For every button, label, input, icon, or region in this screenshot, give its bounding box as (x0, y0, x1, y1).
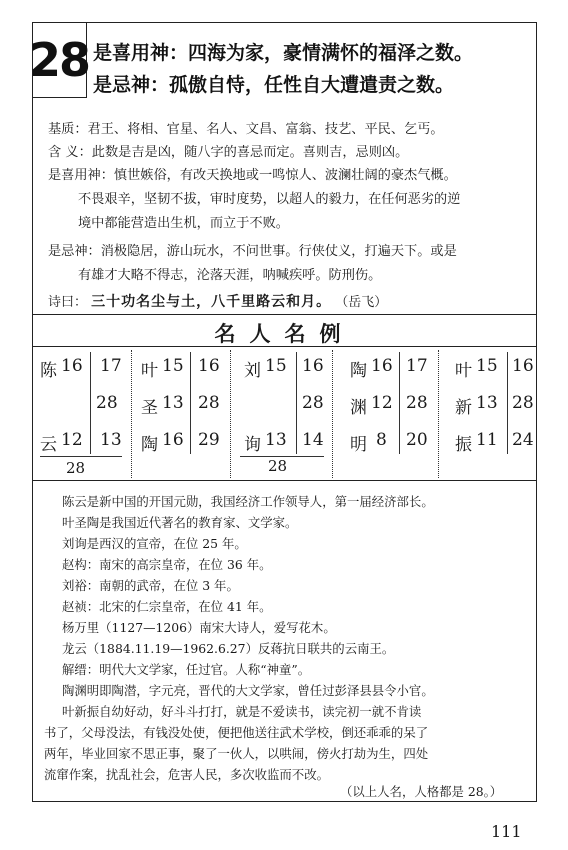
stroke-count: 15 (476, 356, 498, 376)
header-line-1: 是喜用神：四海为家，豪情满怀的福泽之数。 (93, 42, 474, 64)
bottom-number: 28 (268, 457, 288, 475)
stroke-count: 12 (371, 393, 393, 413)
poem-author: （岳飞） (335, 295, 388, 310)
poem-label: 诗曰： (48, 295, 88, 310)
grid-number: 28 (406, 393, 428, 413)
grid-number: 14 (302, 430, 324, 450)
poem-text: 三十功名尘与土，八千里路云和月。 (91, 294, 332, 310)
name-char: 陈 (40, 361, 57, 381)
stroke-count: 15 (162, 356, 184, 376)
stroke-count: 16 (371, 356, 393, 376)
stroke-count: 15 (265, 356, 287, 376)
text-line: 是喜用神：慎世嫉俗，有改天换地或一鸣惊人、波澜壮阔的豪杰气概。 (48, 168, 457, 183)
number: 28 (29, 32, 90, 87)
name-char: 叶 (455, 361, 472, 381)
stroke-count: 11 (476, 430, 498, 450)
name-char: 叶 (141, 361, 158, 381)
grid-number: 17 (100, 356, 122, 376)
note-line: 杨万里（1127—1206）南宋大诗人，爱写花木。 (62, 620, 336, 635)
stroke-count: 13 (265, 430, 287, 450)
number-box (29, 22, 90, 98)
divider (32, 314, 537, 315)
text-line: 基质：君王、将相、官星、名人、文昌、富翁、技艺、平民、乞丐。 (48, 122, 444, 137)
name-char: 陶 (141, 435, 158, 455)
grid-number: 16 (302, 356, 324, 376)
stroke-count: 13 (162, 393, 184, 413)
name-char: 振 (455, 435, 472, 455)
text-line: 有雄才大略不得志，沦落天涯，呐喊疾呼。防刑伤。 (78, 268, 382, 283)
stroke-count: 13 (476, 393, 498, 413)
text-line: 含 义：此数是吉是凶，随八字的喜忌而定。喜则吉，忌则凶。 (48, 145, 409, 160)
closing-note: （以上人名，人格都是 28。） (340, 784, 503, 799)
note-line: 叶圣陶是我国近代著名的教育家、文学家。 (62, 515, 298, 530)
name-char: 明 (350, 435, 367, 455)
note-line: 两年，毕业回家不思正事，聚了一伙人，以哄闹，傍火打劫为生，四处 (44, 746, 429, 761)
name-char: 新 (455, 398, 472, 418)
note-line: 流窜作案，扰乱社会，危害人民，多次收监而不改。 (44, 767, 329, 782)
grid-number: 28 (302, 393, 324, 413)
grid-number: 16 (198, 356, 220, 376)
grid-number: 28 (198, 393, 220, 413)
note-line: 龙云（1884.11.19—1962.6.27）反蒋抗日联共的云南王。 (62, 641, 395, 656)
note-line: 刘询是西汉的宣帝，在位 25 年。 (62, 536, 247, 551)
grid-number: 20 (406, 430, 428, 450)
poem (48, 291, 387, 311)
grid-number: 24 (512, 430, 534, 450)
note-line: 叶新振自幼好动，好斗斗打打，就是不爱读书，读完初一就不肯读 (62, 704, 422, 719)
name-char: 询 (244, 435, 261, 455)
grid-number: 13 (100, 430, 122, 450)
name-char: 圣 (141, 398, 158, 418)
grid-number: 28 (512, 393, 534, 413)
text-line: 是忌神：消极隐居，游山玩水，不问世事。行侠仗义，打遍天下。或是 (48, 244, 457, 259)
page-number: 111 (491, 822, 522, 841)
note-line: 刘裕：南朝的武帝，在位 3 年。 (62, 578, 239, 593)
grid-number: 28 (96, 393, 118, 413)
note-line: 陈云是新中国的开国元勋，我国经济工作领导人，第一届经济部长。 (62, 494, 434, 509)
note-line: 赵构：南宋的高宗皇帝，在位 36 年。 (62, 557, 272, 572)
stroke-count: 16 (61, 356, 83, 376)
stroke-count: 12 (61, 430, 83, 450)
note-line: 赵祯：北宋的仁宗皇帝，在位 41 年。 (62, 599, 272, 614)
text-line: 不畏艰辛，坚韧不拔，审时度势，以超人的毅力，在任何恶劣的逆 (78, 192, 461, 207)
grid-number: 29 (198, 430, 220, 450)
header-line-2: 是忌神：孤傲自恃，任性自大遭遣责之数。 (93, 74, 455, 96)
divider (32, 480, 537, 481)
bottom-number: 28 (66, 459, 86, 477)
name-char: 陶 (350, 361, 367, 381)
note-line: 书了，父母没法，有钱没处使，便把他送往武术学校，倒还乖乖的呆了 (44, 725, 429, 740)
note-line: 陶渊明即陶潜，字元亮，晋代的大文学家，曾任过彭泽县县令小官。 (62, 683, 434, 698)
stroke-count: 16 (162, 430, 184, 450)
section-title: 名人名例 (214, 322, 355, 346)
divider (32, 346, 537, 347)
note-line: 解缙：明代大文学家，任过官。人称“神童”。 (62, 662, 311, 677)
grid-number: 17 (406, 356, 428, 376)
name-char: 云 (40, 435, 57, 455)
grid-number: 16 (512, 356, 534, 376)
stroke-count: 8 (376, 430, 387, 450)
text-line: 境中都能营造出生机，而立于不败。 (78, 216, 289, 231)
name-char: 刘 (244, 361, 261, 381)
name-char: 渊 (350, 398, 367, 418)
